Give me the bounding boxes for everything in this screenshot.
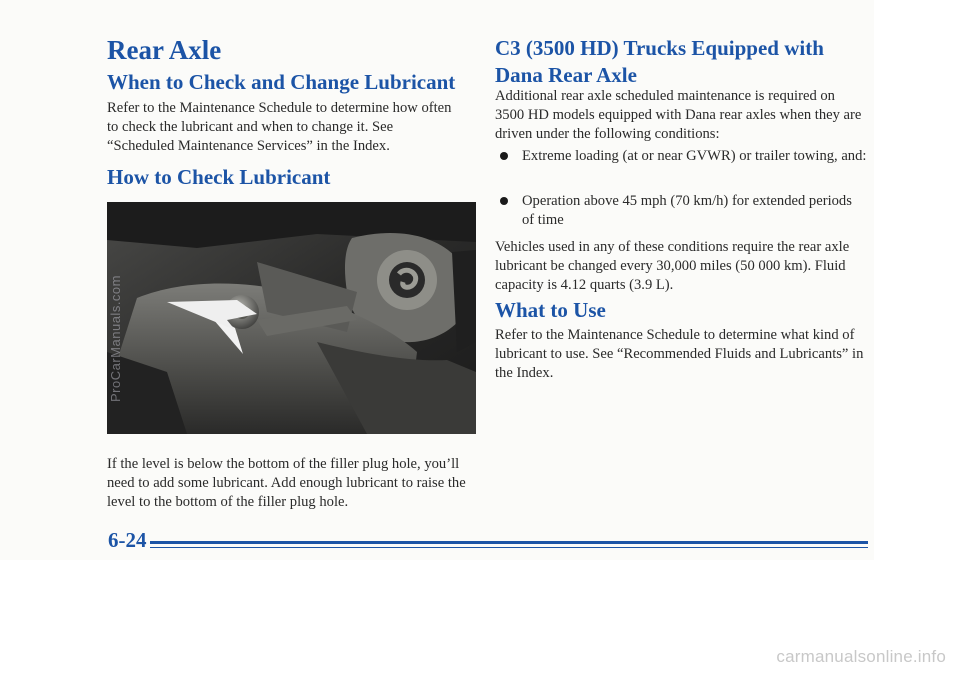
paragraph-when-to-check: Refer to the Maintenance Schedule to determine how often to check the lubricant and when to change it. See “Scheduled Maintenance Services” in the Index. bbox=[107, 100, 452, 154]
page-number: 6-24 bbox=[108, 528, 147, 552]
footer-rule-thin bbox=[150, 547, 868, 548]
subheading-what-to-use: What to Use bbox=[495, 298, 606, 322]
paragraph-filler-level: If the level is below the bottom of the filler plug hole, you’ll need to add some lubricant. Add enough lubricant to raise the level to the bottom of the filler plug hole. bbox=[107, 456, 466, 510]
bullet-dot-icon bbox=[500, 152, 508, 160]
subheading-how-to-check: How to Check Lubricant bbox=[107, 165, 331, 189]
footer-rule-thick bbox=[150, 541, 868, 544]
axle-filler-plug-photo bbox=[107, 202, 476, 434]
side-watermark: ProCarManuals.com bbox=[108, 275, 123, 402]
bullet-text: Operation above 45 mph (70 km/h) for extended periods of time bbox=[522, 193, 852, 228]
bullet-dot-icon bbox=[500, 197, 508, 205]
bullet-text: Extreme loading (at or near GVWR) or trailer towing, and: bbox=[522, 148, 867, 164]
paragraph-dana-maintenance: Additional rear axle scheduled maintenance is required on 3500 HD models equipped with Dana rear axles when they are driven under the following conditions: bbox=[495, 88, 862, 142]
footer-watermark: carmanualsonline.info bbox=[776, 647, 946, 666]
paragraph-what-to-use: Refer to the Maintenance Schedule to determine what kind of lubricant to use. See “Recommended Fluids and Lubricants” in the Index. bbox=[495, 327, 864, 381]
subheading-dana-axle: C3 (3500 HD) Trucks Equipped with Dana Rear Axle bbox=[495, 36, 824, 87]
section-title-rear-axle: Rear Axle bbox=[107, 35, 222, 65]
subheading-when-to-check: When to Check and Change Lubricant bbox=[107, 70, 456, 94]
paragraph-lubricant-change-interval: Vehicles used in any of these conditions require the rear axle lubricant be changed every 30,000 miles (50 000 km). Fluid capacity is 4.12 quarts (3.9 L). bbox=[495, 239, 850, 293]
